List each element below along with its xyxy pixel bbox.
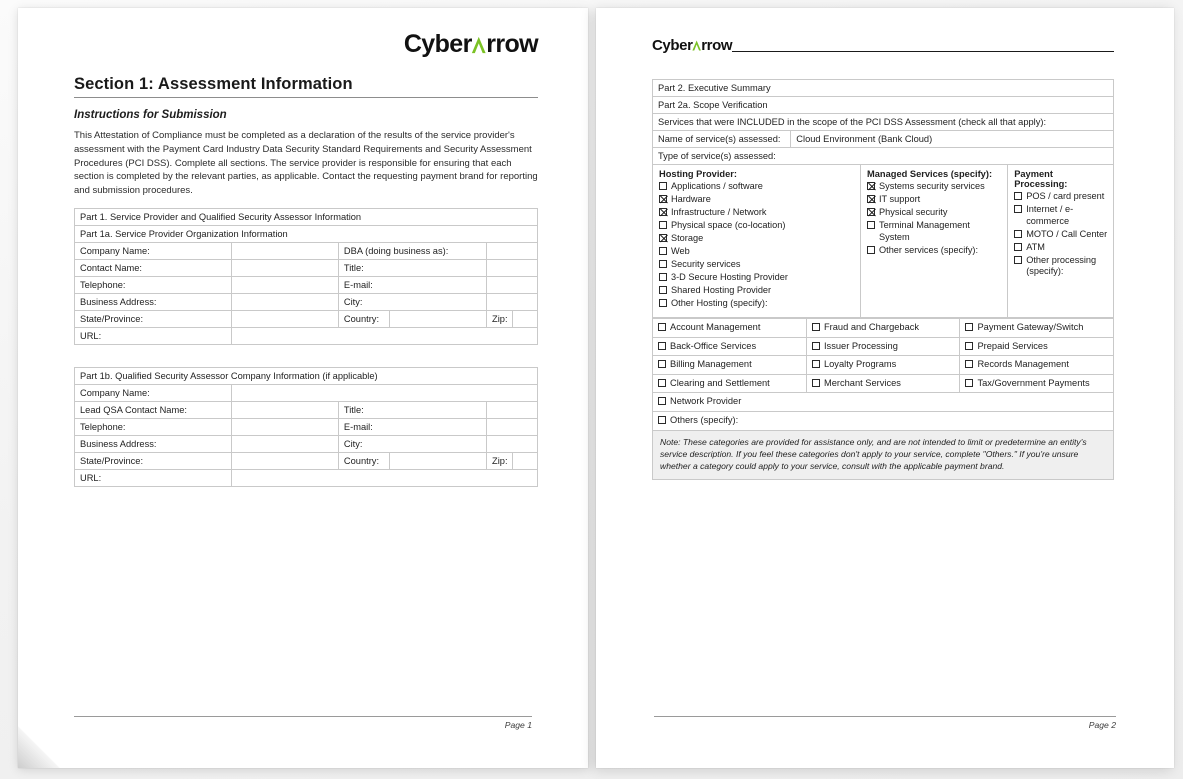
url-field[interactable]	[232, 327, 538, 344]
checkbox-columns	[653, 165, 1113, 317]
checkbox-unchecked-icon[interactable]	[965, 323, 973, 331]
city-field[interactable]	[487, 293, 538, 310]
part1-table	[74, 208, 538, 345]
checkbox-item[interactable]	[658, 396, 1108, 408]
checkbox-column-1	[653, 165, 860, 317]
checkbox-unchecked-icon[interactable]	[812, 323, 820, 331]
checkbox-item[interactable]	[1014, 242, 1108, 254]
table-row	[653, 148, 1114, 165]
state-province-field[interactable]	[232, 310, 338, 327]
table-row	[75, 293, 538, 310]
table-row	[75, 259, 538, 276]
checkbox-unchecked-icon[interactable]	[812, 342, 820, 350]
checkbox-unchecked-icon[interactable]	[1014, 205, 1022, 213]
checkbox-item[interactable]	[659, 181, 855, 193]
country-label: Country:	[338, 310, 389, 327]
checkbox-unchecked-icon[interactable]	[812, 360, 820, 368]
checkbox-unchecked-icon[interactable]	[658, 379, 666, 387]
checkbox-item[interactable]	[659, 272, 855, 284]
instructions-paragraph: This Attestation of Compliance must be completed as a declaration of the results of the service provider's assessment with the Payment Card Industry Data Security Standard Requirements and Security Assessment Procedures (PCI DSS). Complete all sections. The service provider is responsible for ensuring that each section is completed by the relevant parties, as applicable. Contact the requesting payment brand for reporting and submission procedures.	[74, 130, 538, 197]
checkbox-label: Network Provider	[670, 396, 742, 407]
lead-qsa-contact-field[interactable]	[232, 401, 338, 418]
table-row	[75, 242, 538, 259]
checkbox-unchecked-icon[interactable]	[867, 221, 875, 229]
green-triangle-a-icon	[471, 36, 487, 54]
category-cell[interactable]	[960, 356, 1114, 375]
service-name-value[interactable]: Cloud Environment (Bank Cloud)	[791, 131, 1114, 148]
qsa-business-address-label: Business Address:	[75, 435, 232, 452]
checkbox-item[interactable]	[867, 194, 1002, 206]
zip-field[interactable]	[512, 310, 538, 327]
part2-table	[652, 79, 1114, 318]
checkbox-label: Back-Office Services	[670, 340, 757, 351]
checkbox-item[interactable]	[659, 233, 855, 245]
checkbox-label: Physical security	[879, 207, 948, 217]
page-2-footer	[654, 716, 1116, 730]
checkbox-label: Infrastructure / Network	[671, 207, 767, 217]
checkbox-item[interactable]	[812, 322, 955, 334]
checkbox-checked-icon[interactable]	[867, 195, 875, 203]
checkbox-item[interactable]	[1014, 204, 1108, 227]
checkbox-unchecked-icon[interactable]	[812, 379, 820, 387]
page-number: Page 1	[504, 720, 532, 730]
checkbox-label: Storage	[671, 233, 704, 243]
category-cell[interactable]	[960, 337, 1114, 356]
checkbox-label: Others (specify):	[670, 415, 739, 426]
qsa-telephone-field[interactable]	[232, 418, 338, 435]
email-label: E-mail:	[338, 276, 486, 293]
table-row	[653, 97, 1114, 114]
category-cell[interactable]	[653, 356, 807, 375]
title-divider	[74, 97, 538, 98]
checkbox-column-3	[1007, 165, 1113, 317]
checkbox-unchecked-icon[interactable]	[1014, 230, 1022, 238]
checkbox-label: Issuer Processing	[823, 340, 898, 351]
checkbox-item[interactable]	[659, 298, 855, 310]
checkbox-label: POS / card present	[1026, 191, 1105, 201]
company-name-field[interactable]	[232, 242, 338, 259]
page-number: Page 2	[1088, 720, 1116, 730]
part1a-header: Part 1a. Service Provider Organization Information	[75, 225, 538, 242]
checkbox-label: Terminal Management System	[879, 220, 970, 242]
checkbox-label: Other Hosting (specify):	[671, 298, 768, 308]
brand-suffix-text: rrow	[486, 30, 538, 58]
telephone-label: Telephone:	[75, 276, 232, 293]
qsa-state-province-label: State/Province:	[75, 452, 232, 469]
checkbox-unchecked-icon[interactable]	[658, 360, 666, 368]
qsa-email-field[interactable]	[487, 418, 538, 435]
table-row	[653, 131, 1114, 148]
qsa-state-province-field[interactable]	[232, 452, 338, 469]
checkbox-item[interactable]	[658, 322, 801, 334]
services-included-header	[653, 114, 1114, 131]
checkbox-item[interactable]	[658, 341, 801, 353]
checkbox-item[interactable]	[658, 415, 1108, 427]
country-field[interactable]	[389, 310, 486, 327]
category-cell[interactable]	[653, 412, 1114, 431]
table-row	[653, 165, 1114, 318]
checkbox-column-title: Payment Processing:	[1014, 169, 1068, 189]
brand-suffix-text: rrow	[701, 37, 733, 54]
checkbox-unchecked-icon[interactable]	[867, 246, 875, 254]
checkbox-item[interactable]	[812, 341, 955, 353]
checkbox-checked-icon[interactable]	[867, 208, 875, 216]
table-row	[75, 276, 538, 293]
checkbox-item[interactable]	[1014, 191, 1108, 203]
business-address-label: Business Address:	[75, 293, 232, 310]
checkbox-label: Merchant Services	[823, 377, 901, 388]
category-cell[interactable]	[653, 393, 1114, 412]
checkbox-unchecked-icon[interactable]	[965, 342, 973, 350]
checkbox-item[interactable]	[659, 220, 855, 232]
qsa-title-field[interactable]	[487, 401, 538, 418]
checkbox-label: Shared Hosting Provider	[671, 285, 772, 295]
checkbox-label: Tax/Government Payments	[977, 377, 1090, 388]
table-row	[75, 367, 538, 384]
checkbox-label: 3-D Secure Hosting Provider	[671, 272, 788, 282]
table-row	[75, 401, 538, 418]
checkbox-column-2	[860, 165, 1007, 317]
qsa-company-name-label: Company Name:	[75, 384, 232, 401]
checkbox-unchecked-icon[interactable]	[658, 323, 666, 331]
document-page-1[interactable]	[18, 8, 588, 768]
checkbox-item[interactable]	[659, 194, 855, 206]
checkbox-unchecked-icon[interactable]	[1014, 192, 1022, 200]
page-title: Section 1: Assessment Information	[74, 75, 353, 93]
part1-header: Part 1. Service Provider and Qualified Security Assessor Information	[75, 208, 538, 225]
zip-label: Zip:	[487, 310, 512, 327]
page-2-header	[652, 38, 1114, 53]
table-row	[653, 114, 1114, 131]
service-name-label: Name of service(s) assessed:	[653, 131, 791, 148]
checkbox-item[interactable]	[658, 359, 801, 371]
checkbox-item[interactable]	[659, 259, 855, 271]
checkbox-unchecked-icon[interactable]	[659, 273, 667, 281]
qsa-url-label: URL:	[75, 469, 232, 486]
checkbox-unchecked-icon[interactable]	[659, 182, 667, 190]
category-cell[interactable]	[653, 337, 807, 356]
brand-prefix-text: Cyber	[403, 30, 472, 58]
checkbox-checked-icon[interactable]	[659, 234, 667, 242]
category-note: Note: These categories are provided for assistance only, and are not intended to limit or predetermine an entity's service description. If you feel these categories don't apply to your service, complete "Others." If you're unsure whether a category could apply to your service, consult with the applicable payment brand.	[652, 431, 1114, 481]
qsa-city-field[interactable]	[487, 435, 538, 452]
checkbox-item[interactable]	[965, 322, 1108, 334]
checkbox-label: Physical space (co-location)	[671, 220, 786, 230]
table-row	[75, 225, 538, 242]
checkbox-label: Other services (specify):	[879, 244, 979, 255]
checkbox-unchecked-icon[interactable]	[1014, 243, 1022, 251]
service-category-grid	[652, 318, 1114, 431]
qsa-country-field[interactable]	[389, 452, 486, 469]
checkbox-item[interactable]	[1014, 255, 1108, 278]
checkbox-label: Other processing (specify):	[1026, 254, 1097, 276]
url-label: URL:	[75, 327, 232, 344]
page-1-footer	[74, 716, 532, 730]
part1b-table	[74, 367, 538, 487]
contact-name-label: Contact Name:	[75, 259, 232, 276]
part2a-header: Part 2a. Scope Verification	[653, 97, 1114, 114]
checkbox-item[interactable]	[867, 181, 1002, 193]
checkbox-item[interactable]	[965, 378, 1108, 390]
checkbox-item[interactable]	[965, 359, 1108, 371]
services-included-light: (check all that apply):	[955, 117, 1047, 127]
checkbox-label: Loyalty Programs	[823, 359, 897, 370]
checkbox-checked-icon[interactable]	[659, 195, 667, 203]
checkbox-checked-icon[interactable]	[659, 208, 667, 216]
checkbox-unchecked-icon[interactable]	[658, 342, 666, 350]
checkbox-unchecked-icon[interactable]	[1014, 256, 1022, 264]
checkbox-item[interactable]	[1014, 229, 1108, 241]
table-row	[653, 319, 1114, 338]
table-row	[75, 452, 538, 469]
email-field[interactable]	[487, 276, 538, 293]
services-included-bold: Services that were INCLUDED in the scope of the PCI DSS Assessment	[658, 117, 956, 127]
contact-name-field[interactable]	[232, 259, 338, 276]
checkbox-column-title: Managed Services (specify):	[867, 169, 993, 179]
checkbox-item[interactable]	[812, 378, 955, 390]
instructions-heading: Instructions for Submission	[74, 109, 227, 121]
qsa-business-address-field[interactable]	[232, 435, 338, 452]
qsa-country-label: Country:	[338, 452, 389, 469]
qsa-title-label: Title:	[338, 401, 486, 418]
checkbox-unchecked-icon[interactable]	[659, 247, 667, 255]
checkbox-label: Payment Gateway/Switch	[977, 322, 1084, 332]
part2-header: Part 2. Executive Summary	[653, 80, 1114, 97]
category-cell[interactable]	[653, 374, 807, 393]
title-label: Title:	[338, 259, 486, 276]
checkbox-unchecked-icon[interactable]	[659, 221, 667, 229]
qsa-telephone-label: Telephone:	[75, 418, 232, 435]
checkbox-item[interactable]	[867, 207, 1002, 219]
cyberarrow-logo-small	[652, 38, 732, 53]
checkbox-item[interactable]	[965, 341, 1108, 353]
checkbox-label: Records Management	[977, 359, 1069, 370]
category-cell[interactable]	[960, 319, 1114, 338]
company-name-label: Company Name:	[75, 242, 232, 259]
header-rule	[732, 51, 1114, 52]
service-type-checkbox-panel	[653, 165, 1114, 318]
category-cell[interactable]	[806, 319, 960, 338]
checkbox-unchecked-icon[interactable]	[658, 416, 666, 424]
checkbox-label: Web	[671, 246, 690, 256]
qsa-company-name-field[interactable]	[232, 384, 538, 401]
checkbox-checked-icon[interactable]	[867, 182, 875, 190]
checkbox-label: Fraud and Chargeback	[823, 322, 920, 332]
table-row	[653, 393, 1114, 412]
part1b-header: Part 1b. Qualified Security Assessor Company Information (if applicable)	[75, 367, 538, 384]
lead-qsa-contact-label: Lead QSA Contact Name:	[75, 401, 232, 418]
checkbox-label: MOTO / Call Center	[1026, 228, 1108, 239]
service-type-label: Type of service(s) assessed:	[653, 148, 1114, 165]
qsa-city-label: City:	[338, 435, 486, 452]
city-label: City:	[338, 293, 486, 310]
checkbox-item[interactable]	[812, 359, 955, 371]
qsa-zip-field[interactable]	[512, 452, 538, 469]
checkbox-label: Systems security services	[879, 181, 985, 191]
table-row	[75, 310, 538, 327]
dba-field[interactable]	[487, 242, 538, 259]
table-row	[75, 469, 538, 486]
category-cell[interactable]	[806, 374, 960, 393]
checkbox-label: Security services	[671, 259, 741, 269]
checkbox-unchecked-icon[interactable]	[659, 286, 667, 294]
checkbox-item[interactable]	[658, 378, 801, 390]
checkbox-label: Account Management	[670, 322, 761, 332]
table-row	[75, 435, 538, 452]
table-row	[653, 80, 1114, 97]
checkbox-label: Hardware	[671, 194, 711, 204]
table-row	[653, 412, 1114, 431]
category-cell[interactable]	[806, 356, 960, 375]
checkbox-label: Clearing and Settlement	[670, 377, 770, 388]
business-address-field[interactable]	[232, 293, 338, 310]
qsa-zip-label: Zip:	[487, 452, 512, 469]
table-row	[75, 327, 538, 344]
category-cell[interactable]	[960, 374, 1114, 393]
checkbox-label: Internet / e-commerce	[1026, 204, 1074, 226]
checkbox-unchecked-icon[interactable]	[659, 299, 667, 307]
checkbox-label: ATM	[1026, 241, 1045, 252]
checkbox-item[interactable]	[867, 245, 1002, 257]
green-triangle-a-icon	[692, 40, 701, 51]
table-row	[653, 337, 1114, 356]
category-cell[interactable]	[806, 337, 960, 356]
dba-label: DBA (doing business as):	[338, 242, 486, 259]
document-page-2[interactable]	[596, 8, 1174, 768]
table-row	[75, 208, 538, 225]
checkbox-item[interactable]	[659, 246, 855, 258]
page-curl-effect	[18, 726, 60, 768]
brand-prefix-text: Cyber	[652, 37, 693, 54]
title-field[interactable]	[487, 259, 538, 276]
checkbox-unchecked-icon[interactable]	[658, 397, 666, 405]
table-row	[653, 374, 1114, 393]
table-spacer	[74, 345, 538, 367]
qsa-url-field[interactable]	[232, 469, 538, 486]
table-row	[75, 384, 538, 401]
checkbox-item[interactable]	[867, 220, 1002, 243]
checkbox-item[interactable]	[659, 207, 855, 219]
table-row	[653, 356, 1114, 375]
table-row	[75, 418, 538, 435]
cyberarrow-logo	[74, 32, 538, 57]
checkbox-label: Applications / software	[671, 181, 763, 191]
checkbox-unchecked-icon[interactable]	[965, 360, 973, 368]
checkbox-column-title: Hosting Provider:	[659, 169, 737, 179]
checkbox-label: IT support	[879, 194, 921, 204]
checkbox-unchecked-icon[interactable]	[659, 260, 667, 268]
telephone-field[interactable]	[232, 276, 338, 293]
state-province-label: State/Province:	[75, 310, 232, 327]
checkbox-unchecked-icon[interactable]	[965, 379, 973, 387]
category-cell[interactable]	[653, 319, 807, 338]
checkbox-label: Prepaid Services	[977, 340, 1048, 351]
checkbox-label: Billing Management	[670, 359, 752, 370]
checkbox-item[interactable]	[659, 285, 855, 297]
qsa-email-label: E-mail:	[338, 418, 486, 435]
